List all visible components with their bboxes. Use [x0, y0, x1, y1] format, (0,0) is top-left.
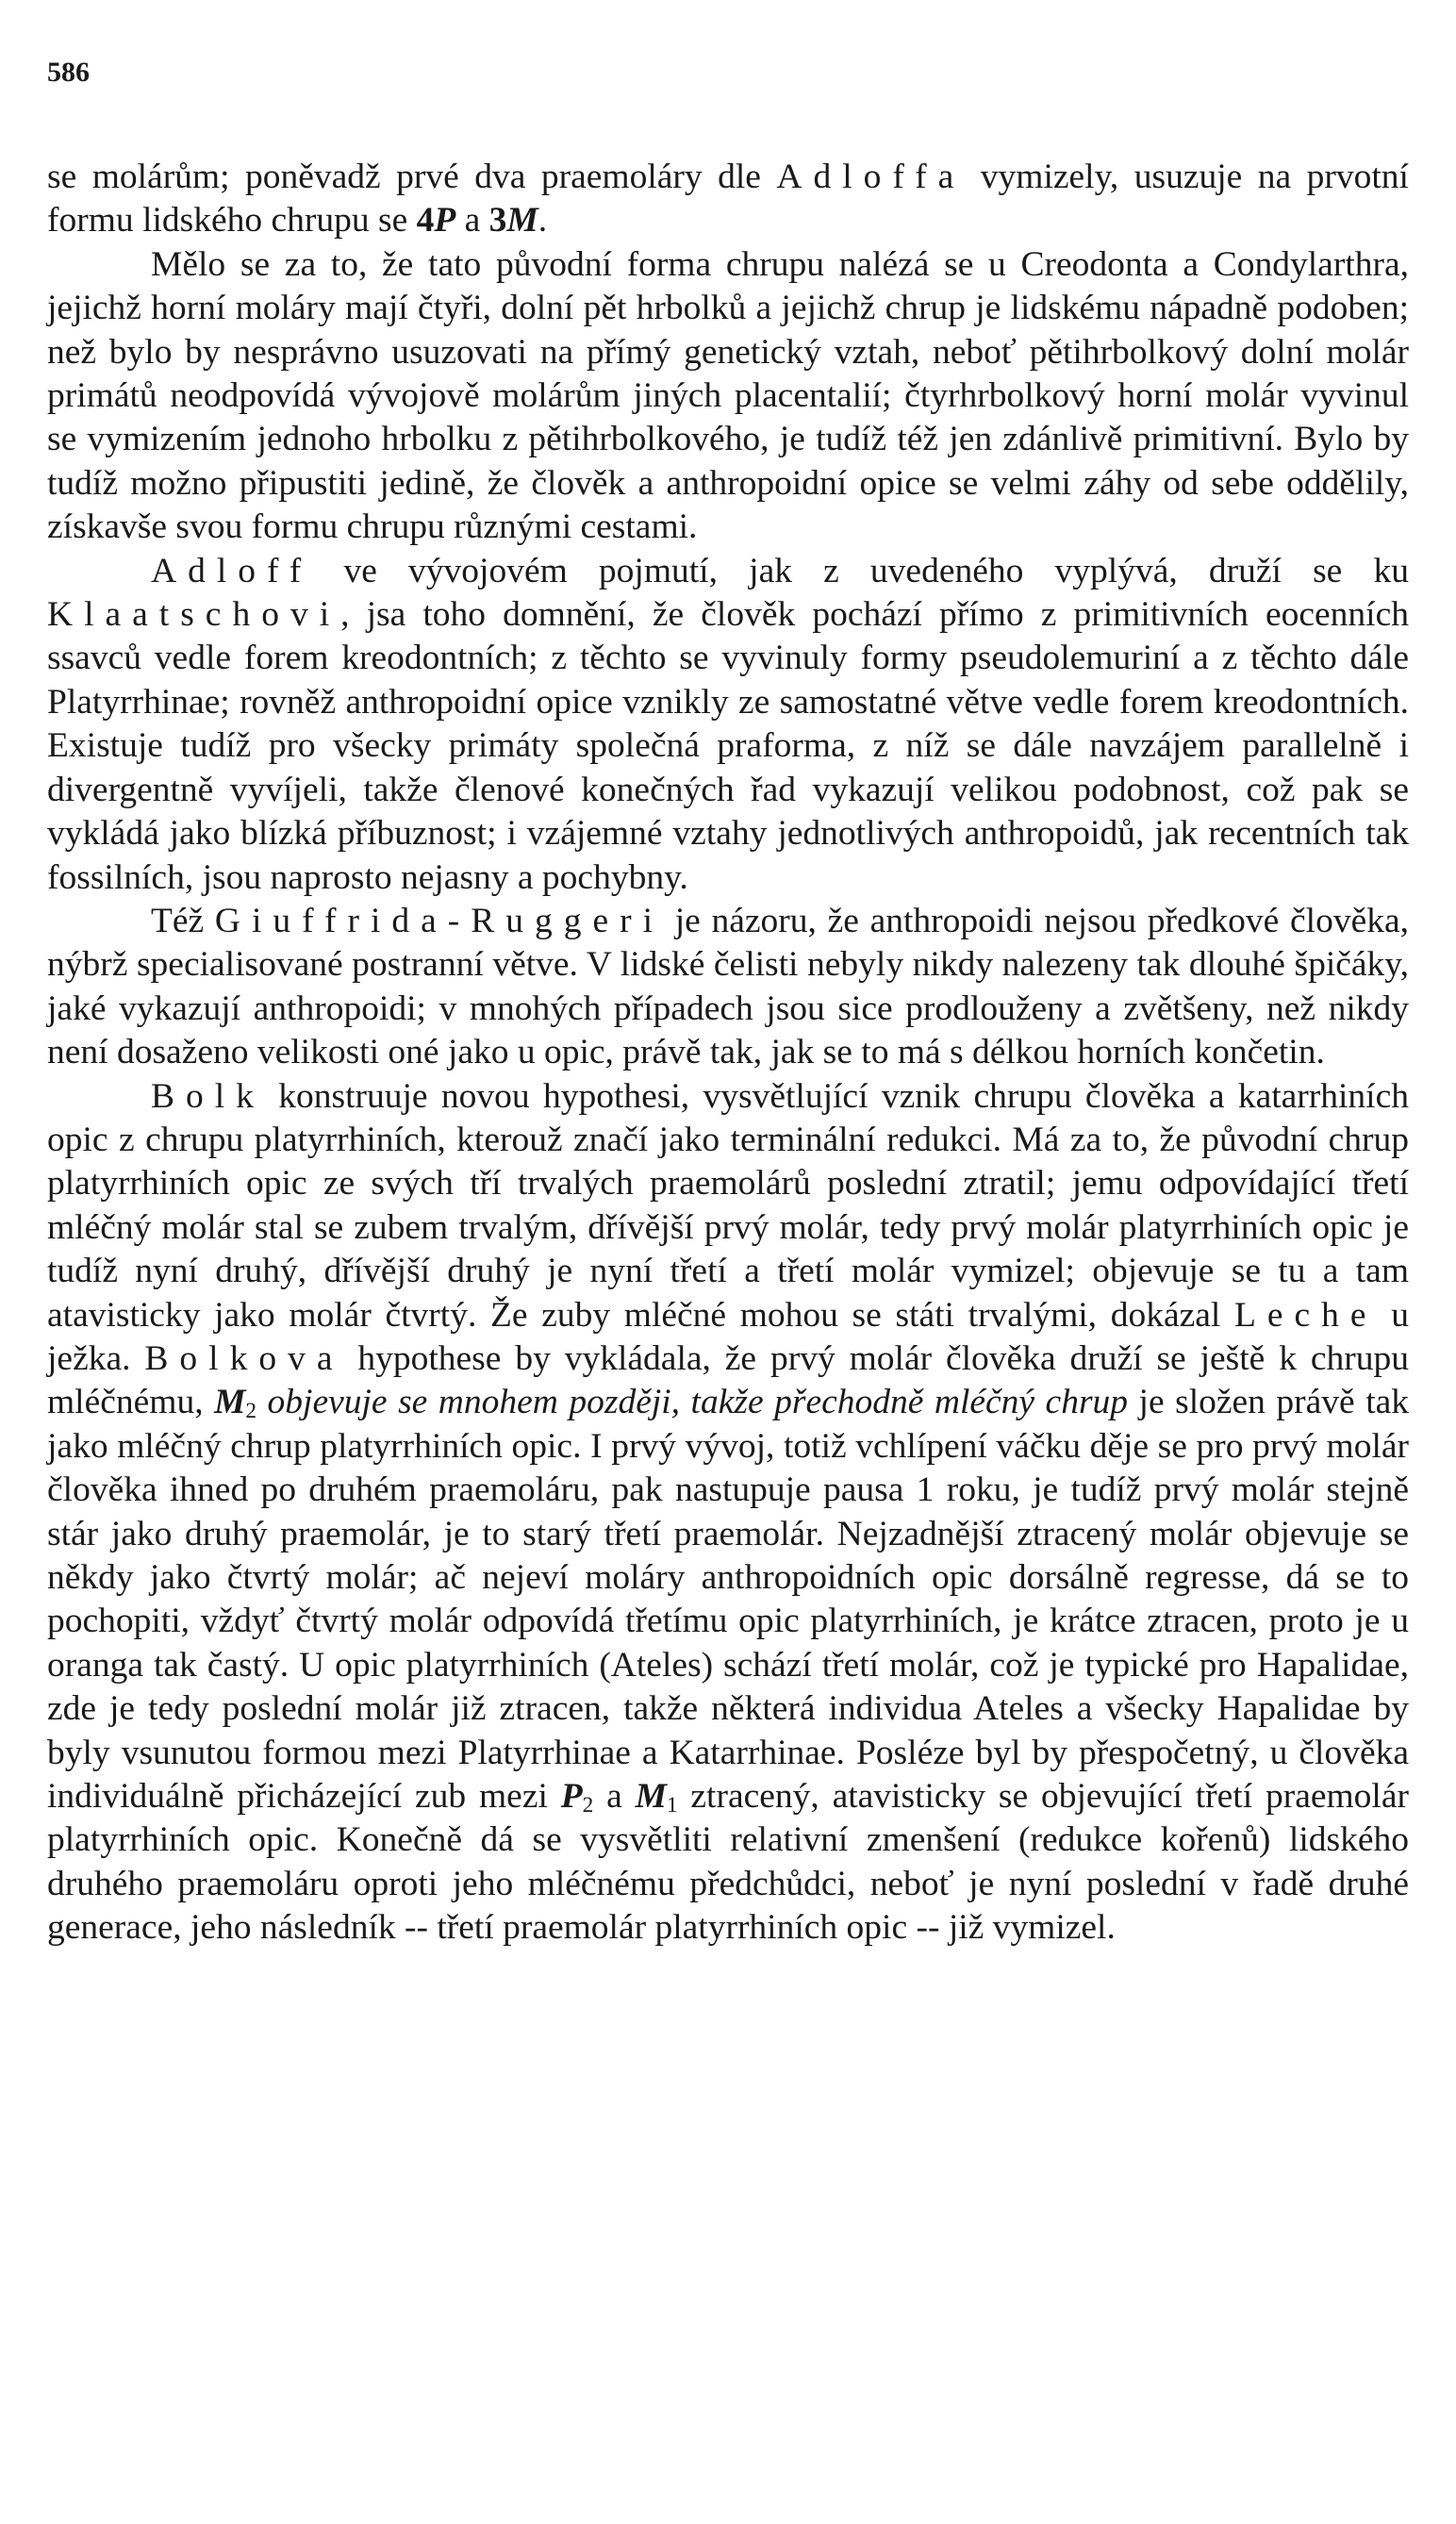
text-run: a — [593, 1777, 636, 1817]
author-name: Bolk — [151, 1076, 265, 1116]
formula-subscript: 1 — [666, 1793, 678, 1818]
formula-symbol: M — [635, 1777, 667, 1817]
text-body — [47, 156, 1409, 1951]
text-run: vymizely, usuzuje na prvotní formu lidského chrupu se — [47, 158, 1409, 241]
text-run: konstruuje novou hypothesi, vysvětlující vznik chrupu člověka a katarrhiních opic z chrupu platyrrhiních, kterouž značí jako terminální redukci. Má za to, že původní chrup platyrrhiních opic ze svých tří trvalých praemolárů poslední ztratil; jemu odpovídající třetí mléčný molár stal se zubem trvalým, dřívější prvý molár, tedy prvý molár platyrrhiních opic je tudíž nyní druhý, dřívější druhý je nyní třetí a třetí molár vymizel; objevuje se tu a tam atavisticky jako molár čtvrtý. Že zuby mléčné mohou se státi trvalými, dokázal — [47, 1076, 1409, 1335]
italic-run: objevuje se mnohem později, takže přechodně mléčný chrup — [256, 1383, 1129, 1422]
text-run: a — [455, 201, 489, 241]
formula-subscript: 2 — [245, 1399, 257, 1424]
formula-symbol: M — [506, 201, 538, 241]
text-run: . — [538, 201, 548, 241]
paragraph-4 — [47, 900, 1409, 1075]
text-run: u ježka. — [47, 1295, 1409, 1378]
text-run: ztracený, atavisticky se objevující třetí praemolár platyrrhiních opic. Konečně dá se vysvětliti relativní zmenšení (redukce kořenů) lidského druhého praemoláru oproti jeho mléčnému předchůdci, neboť je nyní poslední v řadě druhé generace, jeho následník -- třetí praemolár platyrrhiních opic -- již vymizel. — [47, 1777, 1409, 1948]
author-name: Giuffrida-Ruggeri — [214, 901, 665, 940]
author-name: Adloffa — [776, 158, 966, 196]
author-name: Leche — [1233, 1295, 1378, 1335]
formula-subscript: 2 — [582, 1793, 594, 1818]
text-run: , jsa toho domnění, že člověk pochází přímo z primitivních eocenních ssavců vedle forem kreodontních; z těchto se vyvinuly formy pseudolemuriní a z těchto dále Platyrrhinae; rovněž anthropoidní opice vznikly ze samostatné větve vedle forem kreodontních. Existuje tudíž pro všecky primáty společná praforma, z níž se dále navzájem parallelně i divergentně vyvíjeli, takže členové konečných řad vykazují velikou podobnost, což pak se vykládá jako blízká příbuznost; i vzájemné vztahy jednotlivých anthropoidů, jak recentních tak fossilních, jsou naprosto nejasny a pochybny. — [47, 595, 1409, 897]
paragraph-3 — [47, 550, 1409, 900]
formula-symbol: M — [214, 1383, 246, 1422]
formula-number: 3 — [488, 201, 507, 241]
author-name: Bolkova — [144, 1338, 344, 1378]
text-run: se molárům; poněvadž prvé dva praemoláry dle — [47, 158, 777, 196]
formula-symbol: P — [434, 201, 456, 241]
paragraph-5 — [47, 1075, 1409, 1951]
paragraph-2: Mělo se za to, že tato původní forma chrupu nalézá se u Creodonta a Condylarthra, jejichž horní moláry mají čtyři, dolní pět hrbolků a jejichž chrup je lidskému nápadně podoben; než bylo by nesprávno usuzovati na přímý genetický vztah, neboť pětihrbolkový dolní molár primátů neodpovídá vývojově molárům jiných placentalií; čtyrhrbolkový horní molár vyvinul se vymizením jednoho hrbolku z pětihrbolkového, je tudíž též jen zdánlivě primitivní. Bylo by tudíž možno připustiti jedině, že člověk a anthropoidní opice se velmi záhy od sebe oddělily, získavše svou formu chrupu různými cestami. — [47, 244, 1409, 547]
text-run: Též — [151, 901, 215, 940]
page-number: 586 — [47, 57, 90, 88]
text-run: ve vývojovém pojmutí, jak z uvedeného vyplývá, druží se ku — [312, 551, 1409, 590]
formula-symbol: P — [560, 1777, 583, 1817]
text-run: je složen právě tak jako mléčný chrup platyrrhiních opic. I prvý vývoj, totiž vchlípení váčku děje se pro prvý molár člověka ihned po druhém praemoláru, pak nastupuje pausa 1 roku, je tudíž prvý molár stejně stár jako druhý praemolár, je to starý třetí praemolár. Nejzadnější ztracený molár objevuje se někdy jako čtvrtý molár; ač nejeví moláry anthropoidních opic dorsálně regresse, dá se to pochopiti, vždyť čtvrtý molár odpovídá třetímu opic platyrrhiních, je krátce ztracen, proto je u oranga tak častý. U opic platyrrhiních (Ateles) schází třetí molár, což je typické pro Hapalidae, zde je tedy poslední molár již ztracen, takže některá individua Ateles a všecky Hapalidae by byly vsunutou formou mezi Platyrrhinae a Katarrhinae. Posléze byl by přespočetný, u člověka individuálně přicházející zub mezi — [47, 1383, 1410, 1817]
formula-number: 4 — [416, 201, 435, 241]
author-name: Klaatschovi — [47, 595, 341, 635]
text-run: hypothese by vykládala, že prvý molár člověka druží se ještě k chrupu mléčnému, — [47, 1338, 1409, 1422]
text-run: je názoru, že anthropoidi nejsou předkové člověka, nýbrž specialisované postranní větve. V lidské čelisti nebyly nikdy nalezeny tak dlouhé špičáky, jaké vykazují anthropoidi; v mnohých případech jsou sice prodlouženy a zvětšeny, než nikdy není dosaženo velikosti oné jako u opic, právě tak, jak se to má s délkou horních končetin. — [47, 901, 1409, 1072]
author-name: Adloff — [151, 551, 313, 590]
paragraph-1 — [47, 156, 1409, 243]
